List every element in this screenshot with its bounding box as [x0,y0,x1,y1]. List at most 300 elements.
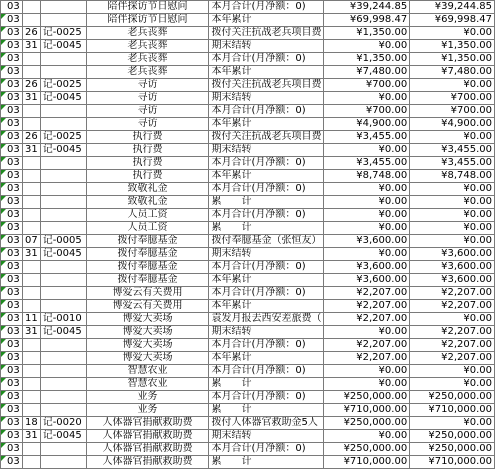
day-cell[interactable]: 31 [22,144,40,157]
description-cell[interactable]: 期末结转 [209,40,324,53]
voucher-cell[interactable]: 记-0045 [40,430,86,443]
debit-cell[interactable]: ¥250,000.00 [324,391,410,404]
debit-cell[interactable]: ¥0.00 [324,196,410,209]
month-cell[interactable]: 03 [1,40,23,53]
summary-cell[interactable]: 人体器官捐献救助费 [86,417,209,430]
error-indicator-icon [1,274,6,279]
day-cell[interactable] [22,261,40,274]
table-row[interactable] [1,170,495,183]
table-row[interactable] [1,196,495,209]
summary-cell[interactable]: 陪伴探访节日慰问 [86,1,209,14]
month-cell[interactable]: 03 [1,456,23,469]
debit-cell[interactable]: ¥0.00 [324,40,410,53]
day-cell[interactable]: 11 [22,313,40,326]
month-cell[interactable]: 03 [1,14,23,27]
month-cell[interactable]: 03 [1,339,23,352]
voucher-cell[interactable] [40,66,86,79]
summary-cell[interactable]: 老兵丧葬 [86,27,209,40]
table-row[interactable] [1,300,495,313]
summary-cell[interactable]: 陪伴探访节日慰问 [86,14,209,27]
month-cell[interactable]: 03 [1,209,23,222]
voucher-cell[interactable]: 记-0010 [40,313,86,326]
month-cell[interactable]: 03 [1,443,23,456]
table-row[interactable] [1,391,495,404]
summary-cell[interactable]: 执行费 [86,157,209,170]
description-cell[interactable]: 本年累计 [209,274,324,287]
debit-cell[interactable]: ¥250,000.00 [324,443,410,456]
debit-cell[interactable]: ¥69,998.47 [324,14,410,27]
debit-cell[interactable]: ¥3,600.00 [324,261,410,274]
month-cell[interactable]: 03 [1,170,23,183]
month-cell[interactable]: 03 [1,118,23,131]
description-cell[interactable]: 期末结转 [209,248,324,261]
month-cell[interactable]: 03 [1,326,23,339]
summary-cell[interactable]: 博爱大卖场 [86,313,209,326]
credit-cell[interactable]: ¥0.00 [410,378,495,391]
voucher-cell[interactable] [40,287,86,300]
voucher-cell[interactable] [40,1,86,14]
description-cell[interactable]: 本月合计(月净额：0) [209,391,324,404]
voucher-cell[interactable] [40,378,86,391]
month-cell[interactable]: 03 [1,92,23,105]
voucher-cell[interactable] [40,222,86,235]
month-cell[interactable]: 03 [1,300,23,313]
summary-cell[interactable]: 博爱大卖场 [86,326,209,339]
table-row[interactable] [1,1,495,14]
month-cell[interactable]: 03 [1,274,23,287]
credit-cell[interactable]: ¥0.00 [410,365,495,378]
voucher-cell[interactable] [40,118,86,131]
credit-cell[interactable]: ¥0.00 [410,27,495,40]
description-cell[interactable]: 本年累计 [209,118,324,131]
summary-cell[interactable]: 博爱云有关费用 [86,287,209,300]
day-cell[interactable] [22,183,40,196]
debit-cell[interactable]: ¥0.00 [324,365,410,378]
credit-cell[interactable]: ¥3,600.00 [410,248,495,261]
debit-cell[interactable]: ¥7,480.00 [324,66,410,79]
table-row[interactable] [1,417,495,430]
error-indicator-icon [1,66,6,71]
description-cell[interactable]: 本月合计(月净额：0) [209,339,324,352]
credit-cell[interactable]: ¥2,207.00 [410,287,495,300]
error-indicator-icon [1,456,6,461]
summary-cell[interactable]: 寻访 [86,118,209,131]
debit-cell[interactable]: ¥710,000.00 [324,404,410,417]
day-cell[interactable]: 07 [22,235,40,248]
credit-cell[interactable]: ¥3,455.00 [410,144,495,157]
debit-cell[interactable]: ¥250,000.00 [324,417,410,430]
table-row[interactable] [1,352,495,365]
error-indicator-icon [1,183,6,188]
day-cell[interactable]: 31 [22,430,40,443]
description-cell[interactable]: 拨付人体器官救助金5人 [209,417,324,430]
table-row[interactable] [1,313,495,326]
description-cell[interactable]: 累 计 [209,404,324,417]
debit-cell[interactable]: ¥2,207.00 [324,300,410,313]
debit-cell[interactable]: ¥700.00 [324,79,410,92]
credit-cell[interactable]: ¥2,207.00 [410,326,495,339]
table-row[interactable] [1,404,495,417]
table-row[interactable] [1,118,495,131]
day-cell[interactable]: 31 [22,40,40,53]
credit-cell[interactable]: ¥2,207.00 [410,300,495,313]
table-row[interactable] [1,326,495,339]
credit-cell[interactable]: ¥1,350.00 [410,40,495,53]
description-cell[interactable]: 期末结转 [209,92,324,105]
voucher-cell[interactable]: 记-0045 [40,248,86,261]
credit-cell[interactable]: ¥8,748.00 [410,170,495,183]
error-indicator-icon [1,40,6,45]
credit-cell[interactable]: ¥700.00 [410,105,495,118]
description-cell[interactable]: 本月合计(月净额：0) [209,183,324,196]
credit-cell[interactable]: ¥250,000.00 [410,391,495,404]
summary-cell[interactable]: 智慧农业 [86,378,209,391]
credit-cell[interactable]: ¥69,998.47 [410,14,495,27]
table-row[interactable] [1,79,495,92]
description-cell[interactable]: 本月合计(月净额：0) [209,157,324,170]
table-row[interactable] [1,456,495,469]
day-cell[interactable] [22,105,40,118]
table-row[interactable] [1,274,495,287]
debit-cell[interactable]: ¥0.00 [324,378,410,391]
day-cell[interactable] [22,365,40,378]
month-cell[interactable]: 03 [1,183,23,196]
debit-cell[interactable]: ¥39,244.85 [324,1,410,14]
debit-cell[interactable]: ¥700.00 [324,105,410,118]
credit-cell[interactable]: ¥250,000.00 [410,430,495,443]
day-cell[interactable] [22,1,40,14]
debit-cell[interactable]: ¥2,207.00 [324,339,410,352]
day-cell[interactable] [22,66,40,79]
month-cell[interactable]: 03 [1,1,23,14]
summary-cell[interactable]: 人员工资 [86,222,209,235]
description-cell[interactable]: 累 计 [209,222,324,235]
day-cell[interactable]: 31 [22,92,40,105]
credit-cell[interactable]: ¥0.00 [410,209,495,222]
voucher-cell[interactable] [40,456,86,469]
month-cell[interactable]: 03 [1,235,23,248]
credit-cell[interactable]: ¥0.00 [410,222,495,235]
voucher-cell[interactable] [40,14,86,27]
table-row[interactable] [1,40,495,53]
table-row[interactable] [1,14,495,27]
description-cell[interactable]: 本年累计 [209,170,324,183]
credit-cell[interactable]: ¥0.00 [410,313,495,326]
summary-cell[interactable]: 拨付奉臆基金 [86,274,209,287]
month-cell[interactable]: 03 [1,430,23,443]
summary-cell[interactable]: 寻访 [86,105,209,118]
summary-cell[interactable]: 博爱大卖场 [86,352,209,365]
description-cell[interactable]: 本年累计 [209,300,324,313]
day-cell[interactable]: 26 [22,79,40,92]
credit-cell[interactable]: ¥700.00 [410,92,495,105]
day-cell[interactable] [22,443,40,456]
day-cell[interactable] [22,378,40,391]
description-cell[interactable]: 拨付关注抗战老兵项目费 [209,79,324,92]
credit-cell[interactable]: ¥0.00 [410,183,495,196]
table-row[interactable] [1,131,495,144]
description-cell[interactable]: 累 计 [209,378,324,391]
debit-cell[interactable]: ¥3,455.00 [324,157,410,170]
error-indicator-icon [1,170,6,175]
month-cell[interactable]: 03 [1,261,23,274]
month-cell[interactable]: 03 [1,287,23,300]
debit-cell[interactable]: ¥3,600.00 [324,274,410,287]
day-cell[interactable] [22,352,40,365]
voucher-cell[interactable] [40,365,86,378]
voucher-cell[interactable] [40,157,86,170]
table-row[interactable] [1,235,495,248]
summary-cell[interactable]: 老兵丧葬 [86,66,209,79]
credit-cell[interactable]: ¥710,000.00 [410,456,495,469]
table-row[interactable] [1,248,495,261]
summary-cell[interactable]: 博爱大卖场 [86,339,209,352]
summary-cell[interactable]: 执行费 [86,144,209,157]
description-cell[interactable]: 累 计 [209,196,324,209]
debit-cell[interactable]: ¥0.00 [324,222,410,235]
voucher-cell[interactable] [40,261,86,274]
month-cell[interactable]: 03 [1,313,23,326]
month-cell[interactable]: 03 [1,222,23,235]
summary-cell[interactable]: 寻访 [86,92,209,105]
month-cell[interactable]: 03 [1,196,23,209]
summary-cell[interactable]: 老兵丧葬 [86,53,209,66]
table-row[interactable] [1,209,495,222]
table-row[interactable] [1,287,495,300]
description-cell[interactable]: 累 计 [209,456,324,469]
debit-cell[interactable]: ¥710,000.00 [324,456,410,469]
description-cell[interactable]: 本月合计(月净额：0) [209,261,324,274]
voucher-cell[interactable] [40,196,86,209]
credit-cell[interactable]: ¥3,600.00 [410,274,495,287]
summary-cell[interactable]: 拨付奉臆基金 [86,261,209,274]
description-cell[interactable]: 期末结转 [209,144,324,157]
day-cell[interactable]: 18 [22,417,40,430]
day-cell[interactable]: 31 [22,248,40,261]
error-indicator-icon [1,365,6,370]
month-cell[interactable]: 03 [1,248,23,261]
table-row[interactable] [1,157,495,170]
month-cell[interactable]: 03 [1,27,23,40]
table-row[interactable] [1,105,495,118]
day-cell[interactable] [22,170,40,183]
month-cell[interactable]: 03 [1,391,23,404]
day-cell[interactable]: 26 [22,27,40,40]
day-cell[interactable]: 31 [22,326,40,339]
description-cell[interactable]: 期末结转 [209,326,324,339]
credit-cell[interactable]: ¥7,480.00 [410,66,495,79]
debit-cell[interactable]: ¥2,207.00 [324,352,410,365]
voucher-cell[interactable] [40,209,86,222]
debit-cell[interactable]: ¥0.00 [324,326,410,339]
table-row[interactable] [1,378,495,391]
error-indicator-icon [1,235,6,240]
credit-cell[interactable]: ¥0.00 [410,79,495,92]
day-cell[interactable] [22,157,40,170]
month-cell[interactable]: 03 [1,404,23,417]
description-cell[interactable]: 拨付奉臆基金（张恒友） [209,235,324,248]
day-cell[interactable] [22,300,40,313]
day-cell[interactable] [22,339,40,352]
summary-cell[interactable]: 拨付奉臆基金 [86,235,209,248]
debit-cell[interactable]: ¥0.00 [324,183,410,196]
day-cell[interactable] [22,209,40,222]
credit-cell[interactable]: ¥710,000.00 [410,404,495,417]
month-cell[interactable]: 03 [1,365,23,378]
summary-cell[interactable]: 人体器官捐献救助费 [86,456,209,469]
day-cell[interactable]: 26 [22,131,40,144]
debit-cell[interactable]: ¥4,900.00 [324,118,410,131]
voucher-cell[interactable]: 记-0045 [40,40,86,53]
table-row[interactable] [1,261,495,274]
credit-cell[interactable]: ¥2,207.00 [410,339,495,352]
voucher-cell[interactable] [40,339,86,352]
voucher-cell[interactable]: 记-0025 [40,27,86,40]
month-cell[interactable]: 03 [1,79,23,92]
description-cell[interactable]: 本月合计(月净额：0) [209,105,324,118]
day-cell[interactable] [22,456,40,469]
voucher-cell[interactable] [40,105,86,118]
description-cell[interactable]: 本月合计(月净额：0) [209,53,324,66]
table-row[interactable] [1,339,495,352]
summary-cell[interactable]: 人体器官捐献救助费 [86,443,209,456]
description-cell[interactable]: 本年累计 [209,14,324,27]
error-indicator-icon [1,105,6,110]
day-cell[interactable] [22,287,40,300]
debit-cell[interactable]: ¥0.00 [324,92,410,105]
voucher-cell[interactable] [40,300,86,313]
voucher-cell[interactable]: 记-0045 [40,144,86,157]
month-cell[interactable]: 03 [1,105,23,118]
debit-cell[interactable]: ¥0.00 [324,248,410,261]
day-cell[interactable] [22,222,40,235]
credit-cell[interactable]: ¥3,600.00 [410,261,495,274]
debit-cell[interactable]: ¥3,455.00 [324,131,410,144]
month-cell[interactable]: 03 [1,157,23,170]
summary-cell[interactable]: 业务 [86,404,209,417]
summary-cell[interactable]: 致敬礼金 [86,196,209,209]
day-cell[interactable] [22,196,40,209]
voucher-cell[interactable]: 记-0025 [40,79,86,92]
summary-cell[interactable]: 智慧农业 [86,365,209,378]
table-row[interactable] [1,92,495,105]
voucher-cell[interactable]: 记-0045 [40,326,86,339]
voucher-cell[interactable]: 记-0045 [40,92,86,105]
summary-cell[interactable]: 执行费 [86,131,209,144]
voucher-cell[interactable]: 记-0020 [40,417,86,430]
voucher-cell[interactable] [40,404,86,417]
day-cell[interactable] [22,14,40,27]
voucher-cell[interactable]: 记-0005 [40,235,86,248]
summary-cell[interactable]: 执行费 [86,170,209,183]
table-row[interactable] [1,144,495,157]
description-cell[interactable]: 期末结转 [209,430,324,443]
voucher-cell[interactable] [40,53,86,66]
ledger-body [1,1,495,469]
debit-cell[interactable]: ¥1,350.00 [324,53,410,66]
day-cell[interactable] [22,118,40,131]
credit-cell[interactable]: ¥39,244.85 [410,1,495,14]
voucher-cell[interactable] [40,170,86,183]
credit-cell[interactable]: ¥1,350.00 [410,53,495,66]
description-cell[interactable]: 本年累计 [209,66,324,79]
debit-cell[interactable]: ¥0.00 [324,209,410,222]
table-row[interactable] [1,430,495,443]
description-cell[interactable]: 本月合计(月净额：0) [209,1,324,14]
debit-cell[interactable]: ¥2,207.00 [324,313,410,326]
summary-cell[interactable]: 寻访 [86,79,209,92]
table-row[interactable] [1,27,495,40]
voucher-cell[interactable]: 记-0025 [40,131,86,144]
debit-cell[interactable]: ¥2,207.00 [324,287,410,300]
summary-cell[interactable]: 老兵丧葬 [86,40,209,53]
debit-cell[interactable]: ¥0.00 [324,144,410,157]
day-cell[interactable] [22,404,40,417]
error-indicator-icon [1,391,6,396]
voucher-cell[interactable] [40,352,86,365]
description-cell[interactable]: 拨付关注抗战老兵项目费 [209,131,324,144]
description-cell[interactable]: 本月合计(月净额：0) [209,209,324,222]
voucher-cell[interactable] [40,391,86,404]
credit-cell[interactable]: ¥3,455.00 [410,157,495,170]
table-row[interactable] [1,66,495,79]
day-cell[interactable] [22,53,40,66]
summary-cell[interactable]: 博爱云有关费用 [86,300,209,313]
month-cell[interactable]: 03 [1,144,23,157]
table-row[interactable] [1,222,495,235]
month-cell[interactable]: 03 [1,352,23,365]
month-cell[interactable]: 03 [1,53,23,66]
summary-cell[interactable]: 人体器官捐献救助费 [86,430,209,443]
description-cell[interactable]: 拨付关注抗战老兵项目费 [209,27,324,40]
credit-cell[interactable]: ¥0.00 [410,196,495,209]
summary-cell[interactable]: 业务 [86,391,209,404]
credit-cell[interactable]: ¥0.00 [410,235,495,248]
credit-cell[interactable]: ¥4,900.00 [410,118,495,131]
month-cell[interactable]: 03 [1,417,23,430]
month-cell[interactable]: 03 [1,66,23,79]
description-cell[interactable]: 本月合计(月净额：0) [209,287,324,300]
month-cell[interactable]: 03 [1,378,23,391]
description-cell[interactable]: 袁发月报去西安差旅费（ [209,313,324,326]
voucher-cell[interactable] [40,274,86,287]
debit-cell[interactable]: ¥8,748.00 [324,170,410,183]
description-cell[interactable]: 本月合计(月净额：0) [209,443,324,456]
debit-cell[interactable]: ¥1,350.00 [324,27,410,40]
debit-cell[interactable]: ¥0.00 [324,430,410,443]
table-row[interactable] [1,443,495,456]
table-row[interactable] [1,365,495,378]
credit-cell[interactable]: ¥250,000.00 [410,443,495,456]
table-row[interactable] [1,53,495,66]
day-cell[interactable] [22,391,40,404]
day-cell[interactable] [22,274,40,287]
error-indicator-icon [1,14,6,19]
credit-cell[interactable]: ¥0.00 [410,417,495,430]
month-cell[interactable]: 03 [1,131,23,144]
credit-cell[interactable]: ¥0.00 [410,131,495,144]
summary-cell[interactable]: 拨付奉臆基金 [86,248,209,261]
table-row[interactable] [1,183,495,196]
description-cell[interactable]: 本年累计 [209,352,324,365]
summary-cell[interactable]: 人员工资 [86,209,209,222]
voucher-cell[interactable] [40,183,86,196]
credit-cell[interactable]: ¥2,207.00 [410,352,495,365]
description-cell[interactable]: 本月合计(月净额：0) [209,365,324,378]
voucher-cell[interactable] [40,443,86,456]
summary-cell[interactable]: 致敬礼金 [86,183,209,196]
debit-cell[interactable]: ¥3,600.00 [324,235,410,248]
